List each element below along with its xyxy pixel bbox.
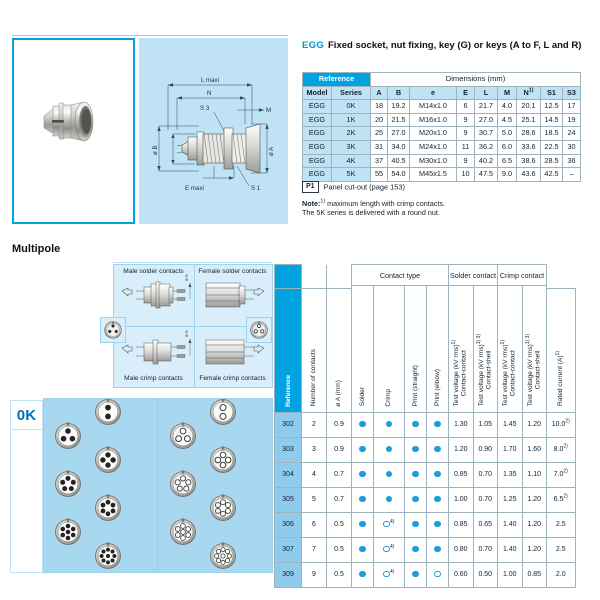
cell-solder-voltage-cc: 0.85 [449, 462, 474, 487]
cell-m: 5.0 [498, 127, 517, 141]
cell-print-straight [404, 512, 426, 537]
contact-dot [412, 521, 419, 528]
male-pin-layout-badge [100, 317, 126, 343]
cell-dia-a: 0.5 [327, 512, 352, 537]
cell-b: 21.5 [388, 113, 410, 127]
cell-l: 21.7 [475, 100, 498, 114]
cell-solder-voltage-cc: 1.30 [449, 412, 474, 437]
cell-a: 25 [371, 127, 388, 141]
cell-e-upper: 9 [457, 127, 475, 141]
table-row [275, 462, 576, 487]
cell-reference: 304 [275, 462, 302, 487]
label-m: M [266, 107, 272, 114]
cell-solder-voltage-cc: 1.20 [449, 437, 474, 462]
contact-dot [359, 421, 366, 428]
dimension-drawing-panel [139, 38, 288, 224]
cell-crimp-voltage-cs: 1.20 [522, 537, 547, 562]
caption-male-crimp: Male crimp contacts [124, 375, 183, 382]
cell-e-upper: 9 [457, 113, 475, 127]
cell-series: 4K [332, 154, 371, 168]
contact-dot [386, 446, 393, 453]
mp-header-labels-row [275, 288, 576, 412]
cell-solder-voltage-cc: 0.80 [449, 537, 474, 562]
cell-model: EGG [303, 127, 332, 141]
cell-e-lower: M14x1.0 [410, 100, 457, 114]
table-row [303, 140, 581, 154]
dimensions-table [302, 72, 581, 182]
cell-solder-voltage-cc: 1.00 [449, 487, 474, 512]
cell-s1: 14.5 [541, 113, 563, 127]
contact-dot [359, 571, 366, 578]
dim-group-header-row [303, 73, 581, 87]
cell-number-of-contacts: 4 [302, 462, 327, 487]
contact-dot [359, 446, 366, 453]
contact-dot [412, 421, 419, 428]
dim-col-b: B [388, 86, 410, 100]
contact-dot [434, 471, 441, 478]
cell-dia-a: 0.5 [327, 537, 352, 562]
cell-print-straight [404, 562, 426, 587]
contact-dot [359, 546, 366, 553]
cell-crimp [374, 462, 405, 487]
cell-print-straight [404, 537, 426, 562]
dim-header-row [303, 86, 581, 100]
cell-model: EGG [303, 140, 332, 154]
cell-solder [352, 512, 374, 537]
cell-e-upper: 9 [457, 154, 475, 168]
cell-solder-voltage-cs: 0.70 [473, 487, 498, 512]
multipole-divider [113, 262, 273, 263]
cell-b: 54.0 [388, 168, 410, 182]
mp-col-dia-a: ø A (mm) [327, 288, 352, 412]
cell-print-elbow [426, 512, 448, 537]
notes-line1: maximum length with crimp contacts. [325, 199, 445, 208]
mp-group-crimp-contact: Crimp contact [498, 265, 547, 286]
product-photo-panel [12, 38, 135, 224]
cell-print-elbow [426, 462, 448, 487]
cell-s3: – [563, 168, 581, 182]
panel-cutout-text: Panel cut-out (page 153) [323, 182, 405, 192]
dim-col-model: Model [303, 86, 332, 100]
cell-number-of-contacts: 6 [302, 512, 327, 537]
dim-group-reference: Reference [303, 73, 371, 87]
mp-col-reference: Reference [275, 288, 302, 412]
cell-print-straight [404, 462, 426, 487]
female-contact-layouts [159, 399, 272, 572]
cell-number-of-contacts: 3 [302, 437, 327, 462]
cell-crimp-voltage-cc: 1.45 [498, 412, 523, 437]
top-divider [12, 35, 288, 36]
table-row [303, 127, 581, 141]
male-pin-layout-icon [101, 318, 125, 342]
cell-print-straight [404, 437, 426, 462]
cell-n: 43.6 [517, 168, 541, 182]
label-e-maxi: E maxi [185, 185, 204, 192]
dim-col-e-lower: e [410, 86, 457, 100]
cell-s1: 12.5 [541, 100, 563, 114]
cell-m: 4.5 [498, 113, 517, 127]
cell-m: 6.0 [498, 140, 517, 154]
cell-e-lower: M20x1.0 [410, 127, 457, 141]
cell-a: 18 [371, 100, 388, 114]
cell-print-straight [404, 487, 426, 512]
cell-reference: 307 [275, 537, 302, 562]
contact-dot [359, 496, 366, 503]
cell-rated-current: 10.0$^{2)}$ [547, 412, 576, 437]
mp-col-rated-current: Rated current $(A)^{1)}$ [547, 288, 576, 412]
female-contact-layout-panel [158, 398, 273, 573]
cell-crimp-voltage-cc: 1.25 [498, 487, 523, 512]
multipole-heading: Multipole [12, 243, 61, 255]
cell-crimp [374, 437, 405, 462]
section-heading [302, 40, 594, 58]
mp-col-print-straight: Print (straight) [404, 288, 426, 412]
model-code: EGG [302, 40, 325, 51]
cell-solder-voltage-cs: 0.70 [473, 537, 498, 562]
cell-s1: 18.5 [541, 127, 563, 141]
mp-col-crimp-voltage-contact-contact: Test voltage (kV rms)$^{1)}$ Contact-contact [498, 288, 523, 412]
cell-rated-current: 2.5 [547, 537, 576, 562]
cell-s3: 30 [563, 140, 581, 154]
cell-reference: 303 [275, 437, 302, 462]
label-l-maxi: L maxi [201, 77, 219, 84]
contact-dot [412, 496, 419, 503]
cell-m: 6.5 [498, 154, 517, 168]
cell-e-upper: 6 [457, 100, 475, 114]
table-row [303, 113, 581, 127]
dim-col-s3: S3 [563, 86, 581, 100]
dim-col-e-upper: E [457, 86, 475, 100]
cell-solder [352, 562, 374, 587]
cell-rated-current: 8.0$^{2)}$ [547, 437, 576, 462]
mp-col-crimp-voltage-contact-shell: Test voltage (kV rms)$^{1) 3)}$ Contact-shell [522, 288, 547, 412]
cell-dia-a: 0.7 [327, 487, 352, 512]
table-row [275, 512, 576, 537]
cell-series: 2K [332, 127, 371, 141]
cell-solder-voltage-cs: 0.65 [473, 512, 498, 537]
dim-col-a: A [371, 86, 388, 100]
cell-crimp-voltage-cs: 1.20 [522, 412, 547, 437]
contact-dot [359, 471, 366, 478]
mp-group-solder-contact: Solder contact [449, 265, 498, 286]
cell-n: 25.1 [517, 113, 541, 127]
cell-s3: 24 [563, 127, 581, 141]
cell-print-straight [404, 412, 426, 437]
cell-a: 20 [371, 113, 388, 127]
page-title: Fixed socket, nut fixing, key (G) or keys (A to F, L and R) [328, 40, 582, 51]
notes-line2: The 5K series is delivered with a round nut. [302, 208, 440, 218]
notes-block [302, 199, 592, 218]
cell-l: 36.2 [475, 140, 498, 154]
contact-dot [412, 571, 419, 578]
mp-group-contact-type: Contact type [352, 265, 449, 286]
contact-dot [434, 496, 441, 503]
contact-dot [386, 496, 393, 503]
cell-number-of-contacts: 2 [302, 412, 327, 437]
cell-l: 47.5 [475, 168, 498, 182]
cell-print-elbow [426, 562, 448, 587]
contact-dot [412, 471, 419, 478]
cell-e-lower: M24x1.0 [410, 140, 457, 154]
mp-col-solder-voltage-contact-contact: Test voltage (kV rms)$^{1)}$ Contact-contact [449, 288, 474, 412]
cell-e-upper: 11 [457, 140, 475, 154]
caption-female-crimp: Female crimp contacts [199, 375, 266, 382]
contact-dot [434, 546, 441, 553]
cell-crimp-voltage-cc: 1.35 [498, 462, 523, 487]
multipole-table [274, 264, 576, 588]
contact-dot [434, 521, 441, 528]
table-row [303, 100, 581, 114]
table-row [275, 562, 576, 587]
cell-s1: 42.5 [541, 168, 563, 182]
cell-l: 27.0 [475, 113, 498, 127]
cell-solder [352, 437, 374, 462]
dim-col-s1: S1 [541, 86, 563, 100]
cell-crimp-voltage-cs: 0.85 [522, 562, 547, 587]
cell-e-upper: 10 [457, 168, 475, 182]
cell-model: EGG [303, 154, 332, 168]
label-n: N [207, 90, 212, 97]
series-label-0k: 0K [10, 400, 43, 430]
contact-dot [386, 471, 393, 478]
dim-col-l: L [475, 86, 498, 100]
cell-solder-voltage-cs: 0.70 [473, 462, 498, 487]
dim-col-n: $N^{1)}$ [517, 86, 541, 100]
cell-reference: 309 [275, 562, 302, 587]
notes-sup: 1) [320, 198, 326, 205]
cell-crimp: 4) [374, 537, 405, 562]
cell-number-of-contacts: 5 [302, 487, 327, 512]
cell-crimp: 4) [374, 512, 405, 537]
cell-l: 40.2 [475, 154, 498, 168]
cell-crimp-voltage-cc: 1.40 [498, 537, 523, 562]
cell-e-lower: M45x1.5 [410, 168, 457, 182]
table-row [275, 487, 576, 512]
cell-l: 30.7 [475, 127, 498, 141]
contact-dot [434, 421, 441, 428]
connector-photo [14, 40, 133, 222]
cell-n: 28.6 [517, 127, 541, 141]
dimension-drawing [139, 38, 288, 224]
cell-b: 40.5 [388, 154, 410, 168]
notes-label: Note: [302, 199, 321, 208]
label-dia-b: ø B [152, 145, 159, 155]
contact-dot [412, 546, 419, 553]
cell-series: 3K [332, 140, 371, 154]
cell-reference: 302 [275, 412, 302, 437]
contact-dot [359, 521, 366, 528]
mp-col-number-of-contacts: Number of contacts [302, 288, 327, 412]
cell-crimp-voltage-cc: 1.00 [498, 562, 523, 587]
table-row [303, 154, 581, 168]
cell-crimp-voltage-cs: 1.20 [522, 487, 547, 512]
cell-crimp-voltage-cc: 1.70 [498, 437, 523, 462]
female-socket-layout-badge [246, 317, 272, 343]
mp-col-crimp: Crimp [374, 288, 405, 412]
contact-dot [386, 421, 393, 428]
dim-col-series: Series [332, 86, 371, 100]
cell-solder-voltage-cc: 0.85 [449, 512, 474, 537]
cell-b: 34.0 [388, 140, 410, 154]
cell-m: 9.0 [498, 168, 517, 182]
caption-female-solder: Female solder contacts [198, 268, 267, 275]
cell-rated-current: 2.5 [547, 512, 576, 537]
cell-a: 37 [371, 154, 388, 168]
mp-col-solder-voltage-contact-shell: Test voltage (kV rms)$^{1) 3)}$ Contact-shell [473, 288, 498, 412]
cell-number-of-contacts: 7 [302, 537, 327, 562]
series-label-strip [10, 430, 43, 573]
cell-e-lower: M30x1.0 [410, 154, 457, 168]
cell-s3: 36 [563, 154, 581, 168]
p1-badge: P1 [302, 181, 319, 193]
cell-crimp: 4) [374, 562, 405, 587]
cell-s3: 19 [563, 113, 581, 127]
cell-m: 4.0 [498, 100, 517, 114]
cell-model: EGG [303, 100, 332, 114]
mp-ref-header-cell [275, 265, 302, 289]
cell-solder-voltage-cs: 1.05 [473, 412, 498, 437]
cell-a: 31 [371, 140, 388, 154]
cell-solder [352, 462, 374, 487]
cell-s1: 28.5 [541, 154, 563, 168]
cell-series: 0K [332, 100, 371, 114]
cell-model: EGG [303, 168, 332, 182]
cell-rated-current: 6.5$^{2)}$ [547, 487, 576, 512]
caption-male-solder: Male solder contacts [123, 268, 184, 275]
label-dia-a-male-solder: ø A [184, 274, 189, 281]
cell-n: 20.1 [517, 100, 541, 114]
cell-rated-current: 7.0$^{2)}$ [547, 462, 576, 487]
label-s3: S 3 [200, 105, 210, 112]
cell-s3: 17 [563, 100, 581, 114]
cell-a: 55 [371, 168, 388, 182]
female-socket-layout-icon [247, 318, 271, 342]
label-dia-a: ø A [268, 146, 275, 156]
mp-group-header-row [275, 265, 576, 286]
cell-crimp [374, 487, 405, 512]
cell-series: 1K [332, 113, 371, 127]
table-row [275, 537, 576, 562]
cell-b: 19.2 [388, 100, 410, 114]
cell-reference: 305 [275, 487, 302, 512]
cell-number-of-contacts: 9 [302, 562, 327, 587]
cell-n: 38.6 [517, 154, 541, 168]
cell-crimp-voltage-cc: 1.40 [498, 512, 523, 537]
cell-s1: 22.5 [541, 140, 563, 154]
mp-col-print-elbow: Print (elbow) [426, 288, 448, 412]
mp-col-solder: Solder [352, 288, 374, 412]
cell-crimp-voltage-cs: 1.10 [522, 462, 547, 487]
cell-rated-current: 2.0 [547, 562, 576, 587]
contact-dot [434, 571, 441, 578]
cell-reference: 306 [275, 512, 302, 537]
label-s1: S 1 [251, 185, 261, 192]
cell-dia-a: 0.9 [327, 412, 352, 437]
table-row [303, 168, 581, 182]
cell-print-elbow [426, 537, 448, 562]
cell-n: 33.6 [517, 140, 541, 154]
male-contact-layouts [44, 399, 157, 572]
table-row [275, 437, 576, 462]
cell-solder-voltage-cs: 0.50 [473, 562, 498, 587]
cell-solder [352, 412, 374, 437]
cell-solder-voltage-cs: 0.90 [473, 437, 498, 462]
cell-crimp [374, 412, 405, 437]
cell-print-elbow [426, 412, 448, 437]
cell-b: 27.0 [388, 127, 410, 141]
cell-solder [352, 537, 374, 562]
cell-dia-a: 0.7 [327, 462, 352, 487]
cell-print-elbow [426, 437, 448, 462]
label-dia-a-male-crimp: ø A [184, 330, 189, 337]
panel-cutout-row [302, 181, 405, 193]
cell-series: 5K [332, 168, 371, 182]
cell-crimp-voltage-cs: 1.20 [522, 512, 547, 537]
contact-dot [412, 446, 419, 453]
contact-dot [434, 446, 441, 453]
dim-col-m: M [498, 86, 517, 100]
dim-group-dimensions: Dimensions (mm) [371, 73, 581, 87]
male-contact-layout-panel [43, 398, 158, 573]
cell-crimp-voltage-cs: 1.60 [522, 437, 547, 462]
cell-model: EGG [303, 113, 332, 127]
table-row [275, 412, 576, 437]
cell-dia-a: 0.9 [327, 437, 352, 462]
cell-dia-a: 0.5 [327, 562, 352, 587]
cell-print-elbow [426, 487, 448, 512]
cell-solder [352, 487, 374, 512]
cell-e-lower: M16x1.0 [410, 113, 457, 127]
cell-solder-voltage-cc: 0.60 [449, 562, 474, 587]
